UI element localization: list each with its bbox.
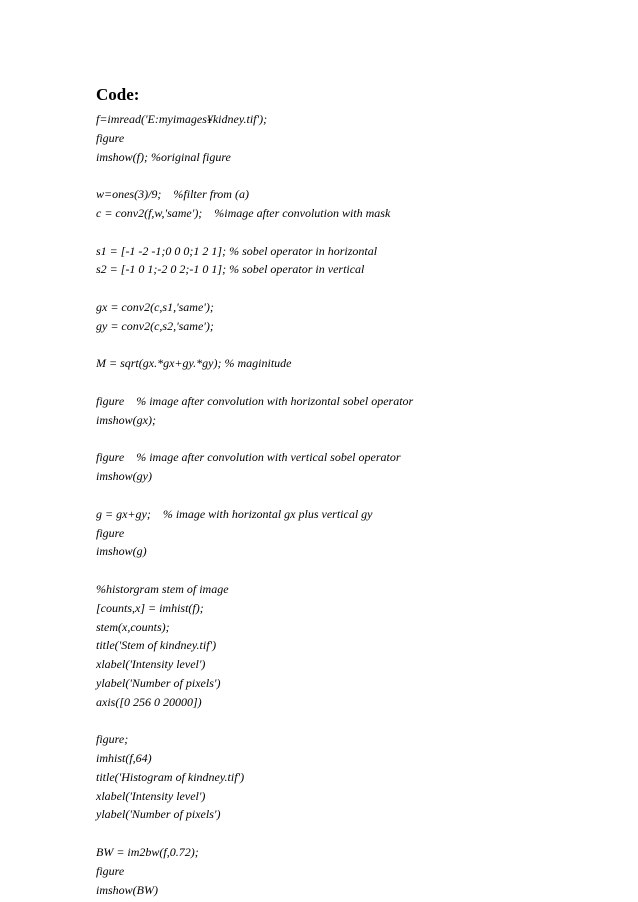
code-line: imshow(gx); [96, 412, 156, 427]
code-line: title('Stem of kindney.tif') [96, 638, 217, 653]
code-line: BW = im2bw(f,0.72); [96, 845, 199, 860]
code-line: gy = conv2(c,s2,'same'); [96, 318, 214, 333]
code-line: xlabel('Intensity level') [96, 788, 206, 803]
code-line: figure [96, 525, 125, 540]
code-listing [96, 110, 616, 899]
code-line: imshow(f); %original figure [96, 149, 231, 164]
code-line: M = sqrt(gx.*gx+gy.*gy); % maginitude [96, 356, 292, 371]
code-line: imshow(gy) [96, 469, 152, 484]
code-line: gx = conv2(c,s1,'same'); [96, 299, 214, 314]
blank-line [96, 336, 616, 355]
blank-line [96, 279, 616, 298]
code-line: ylabel('Number of pixels') [96, 675, 221, 690]
code-line: xlabel('Intensity level') [96, 657, 206, 672]
code-line: title('Histogram of kindney.tif') [96, 769, 245, 784]
code-line: g = gx+gy; % image with horizontal gx plus vertical gy [96, 506, 373, 521]
blank-line [96, 373, 616, 392]
blank-line [96, 223, 616, 242]
code-line: f=imread('E:myimages¥kidney.tif'); [96, 112, 268, 126]
code-line: [counts,x] = imhist(f); [96, 600, 204, 615]
code-line: stem(x,counts); [96, 619, 170, 634]
code-line: ylabel('Number of pixels') [96, 807, 221, 822]
code-line: s1 = [-1 -2 -1;0 0 0;1 2 1]; % sobel operator in horizontal [96, 243, 378, 258]
code-heading: Code: [96, 85, 140, 104]
code-line: w=ones(3)/9; %filter from (a) [96, 187, 249, 202]
blank-line [96, 561, 616, 580]
code-line: s2 = [-1 0 1;-2 0 2;-1 0 1]; % sobel operator in vertical [96, 262, 365, 277]
blank-line [96, 166, 616, 185]
blank-line [96, 430, 616, 449]
code-line: axis([0 256 0 20000]) [96, 694, 202, 709]
code-line: figure % image after convolution with horizontal sobel operator [96, 393, 414, 408]
blank-line [96, 486, 616, 505]
blank-line [96, 712, 616, 731]
blank-line [96, 824, 616, 843]
code-line: figure % image after convolution with vertical sobel operator [96, 450, 401, 465]
code-line: imshow(BW) [96, 882, 158, 897]
code-line: imshow(g) [96, 544, 147, 559]
code-line: figure [96, 863, 125, 878]
code-line: figure; [96, 732, 129, 747]
code-line: c = conv2(f,w,'same'); %image after convolution with mask [96, 205, 391, 220]
code-line: imhist(f,64) [96, 751, 152, 766]
code-line: figure [96, 130, 125, 145]
code-line: %historgram stem of image [96, 581, 229, 596]
